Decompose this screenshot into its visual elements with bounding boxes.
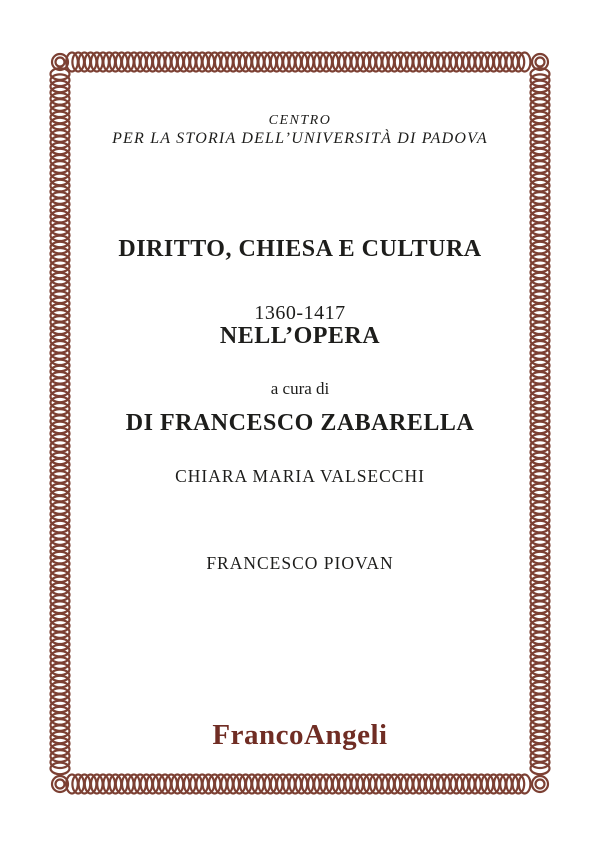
editor-name-2: FRANCESCO PIOVAN [206,553,394,573]
book-title-line1: DIRITTO, CHIESA E CULTURA [118,236,482,262]
book-title-line2: NELL’OPERA [219,323,381,349]
institution-name-line1: CENTRO [268,113,332,128]
book-title-line3: DI FRANCESCO ZABARELLA [125,410,475,436]
editor-names [0,404,600,636]
subject-years: 1360-1417 [254,302,346,324]
editor-name-1: CHIARA MARIA VALSECCHI [175,466,425,486]
institution-name-line2: PER LA STORIA DELL’UNIVERSITÀ DI PADOVA [112,130,488,147]
curator-intro: a cura di [270,379,330,398]
publisher-logotype: FrancoAngeli [212,719,388,751]
